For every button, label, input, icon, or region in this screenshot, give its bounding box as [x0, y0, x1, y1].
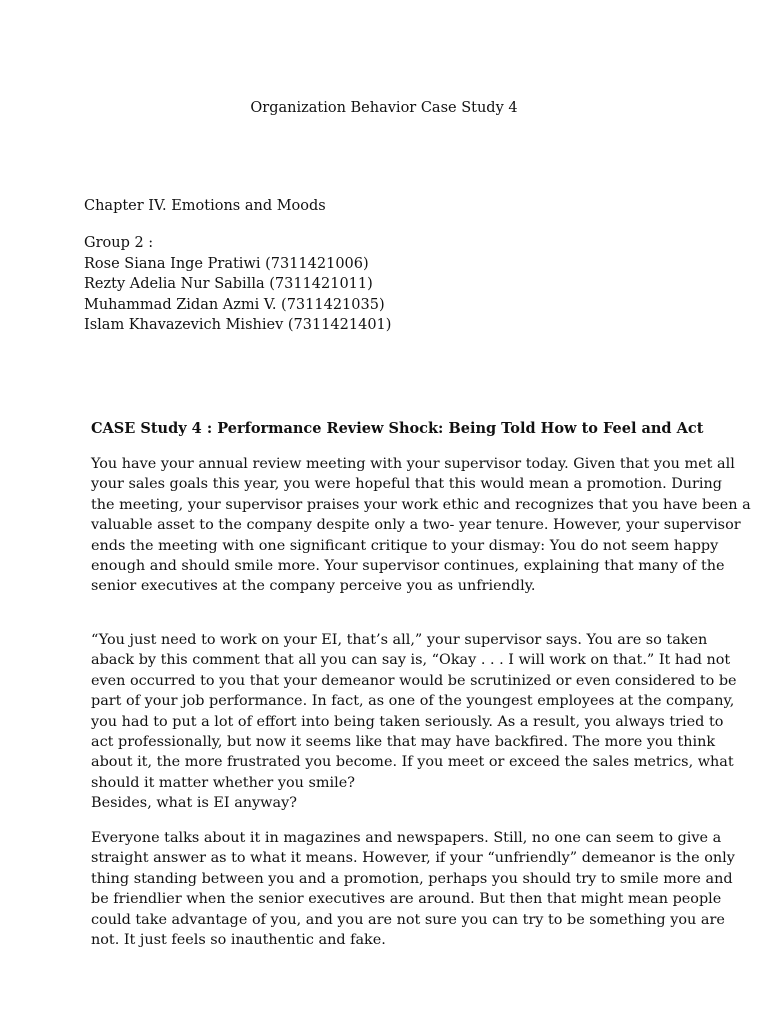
paragraph-line: act professionally, but now it seems like that may have backfired. The more you think [91, 734, 716, 751]
case-paragraph-1 [91, 454, 751, 597]
case-paragraph-2 [91, 630, 737, 814]
paragraph-line: aback by this comment that all you can say is, “Okay . . . I will work on that.” It had not [91, 652, 731, 669]
document-title: Organization Behavior Case Study 4 [250, 100, 518, 116]
paragraph-line: senior executives at the company perceive you as unfriendly. [91, 578, 536, 595]
paragraph-line: Besides, what is EI anyway? [91, 795, 297, 812]
paragraph-line: even occurred to you that your demeanor would be scrutinized or even considered to be [91, 672, 737, 689]
group-member: Rose Siana Inge Pratiwi (7311421006) [84, 255, 369, 272]
group-members-list [84, 233, 391, 336]
paragraph-line: your sales goals this year, you were hopeful that this would mean a promotion. During [91, 476, 723, 493]
paragraph-line: the meeting, your supervisor praises your work ethic and recognizes that you have been a [91, 496, 751, 513]
group-member: Rezty Adelia Nur Sabilla (7311421011) [84, 276, 373, 292]
case-paragraph-3 [91, 828, 735, 950]
paragraph-line: should it matter whether you smile? [91, 774, 355, 791]
paragraph-line: thing standing between you and a promotion, perhaps you should try to smile more and [91, 870, 733, 887]
paragraph-line: not. It just feels so inauthentic and fake. [91, 932, 386, 949]
chapter-heading: Chapter IV. Emotions and Moods [84, 198, 326, 214]
paragraph-line: about it, the more frustrated you become. If you meet or exceed the sales metrics, what [91, 754, 734, 771]
paragraph-line: could take advantage of you, and you are not sure you can try to be something you are [91, 911, 725, 928]
group-member: Islam Khavazevich Mishiev (7311421401) [84, 317, 392, 333]
paragraph-line: Everyone talks about it in magazines and newspapers. Still, no one can seem to give a [91, 830, 722, 846]
paragraph-line: be friendlier when the senior executives are around. But then that might mean people [91, 891, 722, 908]
group-label: Group 2 : [84, 235, 154, 251]
paragraph-line: You have your annual review meeting with your supervisor today. Given that you met all [91, 456, 735, 472]
paragraph-line: part of your job performance. In fact, as one of the youngest employees at the company, [91, 693, 735, 710]
paragraph-line: enough and should smile more. Your supervisor continues, explaining that many of the [91, 558, 725, 575]
paragraph-line: valuable asset to the company despite only a two- year tenure. However, your supervisor [91, 517, 741, 534]
paragraph-line: “You just need to work on your EI, that’s all,” your supervisor says. You are so taken [91, 632, 708, 648]
group-member: Muhammad Zidan Azmi V. (7311421035) [84, 296, 385, 313]
paragraph-line: ends the meeting with one significant critique to your dismay: You do not seem happy [91, 537, 719, 554]
paragraph-line: straight answer as to what it means. However, if your “unfriendly” demeanor is the only [91, 850, 735, 867]
case-study-heading: CASE Study 4 : Performance Review Shock: Being Told How to Feel and Act [91, 420, 704, 437]
paragraph-line: you had to put a lot of effort into being taken seriously. As a result, you always tried to [91, 713, 724, 730]
